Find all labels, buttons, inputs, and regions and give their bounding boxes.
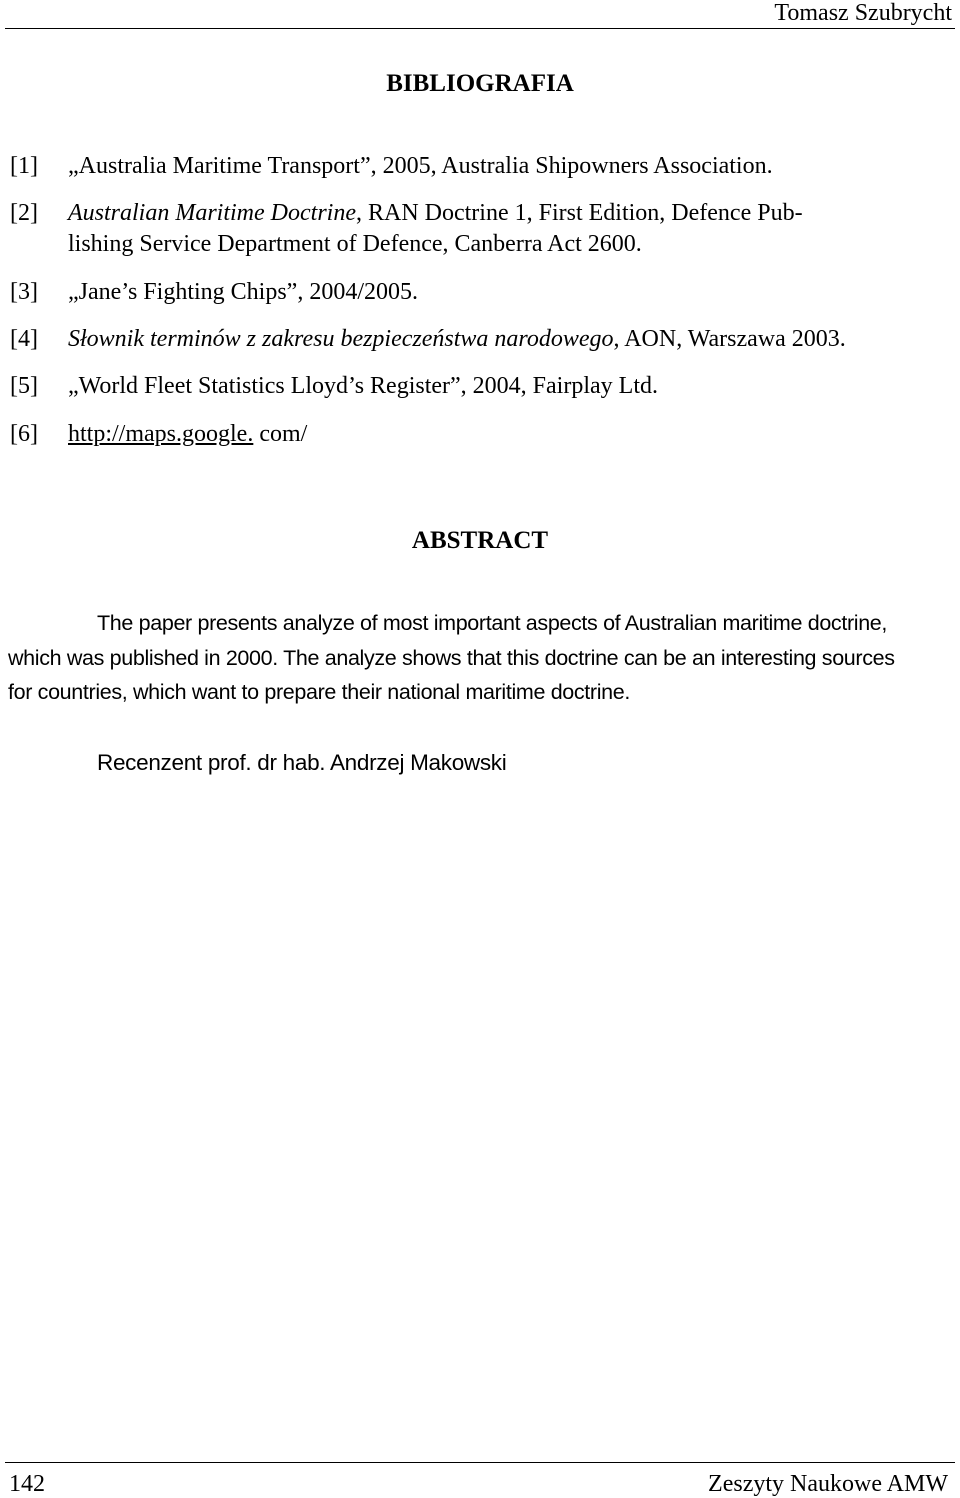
abstract-text: [8, 606, 956, 710]
reference-details: , 2005, Australia Shipowners Association.: [370, 153, 773, 179]
reference-link[interactable]: http://maps.google.: [68, 421, 254, 447]
reference-number: [1]: [10, 153, 38, 179]
reference-6: [10, 419, 308, 450]
reference-title: „Jane’s Fighting Chips”: [68, 279, 298, 305]
page-number: 142: [9, 1471, 45, 1497]
running-head-author: Tomasz Szubrycht: [774, 0, 952, 26]
footer-rule: [5, 1462, 955, 1463]
reference-3: [10, 277, 418, 308]
reference-4: [10, 324, 846, 355]
reference-1: [10, 151, 773, 182]
reference-title: Australian Maritime Doctrine: [68, 200, 356, 226]
reference-details: , 2004, Fairplay Ltd.: [460, 373, 658, 399]
header-rule: [5, 28, 955, 29]
reference-number: [3]: [10, 279, 38, 305]
reference-details: , AON, Warszawa 2003.: [613, 326, 846, 352]
reference-title: „Australia Maritime Transport”: [68, 153, 371, 179]
abstract-heading: ABSTRACT: [411, 527, 549, 554]
reference-details: , 2004/2005.: [297, 279, 418, 305]
reference-number: [4]: [10, 326, 38, 352]
abstract-line: The paper presents analyze of most important aspects of Australian maritime doctrine,: [97, 611, 888, 635]
journal-name: Zeszyty Naukowe AMW: [708, 1471, 948, 1497]
reference-title: Słownik terminów z zakresu bezpieczeństwa narodowego: [68, 326, 614, 352]
reference-2: [10, 198, 803, 257]
reference-details: , RAN Doctrine 1, First Edition, Defence Pub-: [355, 200, 803, 226]
bibliography-heading: BIBLIOGRAFIA: [386, 70, 574, 97]
reference-details: com/: [253, 421, 308, 447]
reference-number: [6]: [10, 421, 38, 447]
reference-number: [2]: [10, 200, 38, 226]
reference-5: [10, 371, 658, 402]
reference-continuation: lishing Service Department of Defence, Canberra Act 2600.: [68, 231, 642, 257]
abstract-line: for countries, which want to prepare their national maritime doctrine.: [8, 680, 631, 704]
reviewer-note: Recenzent prof. dr hab. Andrzej Makowski: [97, 750, 507, 775]
abstract-line: which was published in 2000. The analyze shows that this doctrine can be an interesting sources: [8, 645, 895, 670]
reference-number: [5]: [10, 373, 38, 399]
reference-title: „World Fleet Statistics Lloyd’s Register”: [68, 373, 461, 399]
